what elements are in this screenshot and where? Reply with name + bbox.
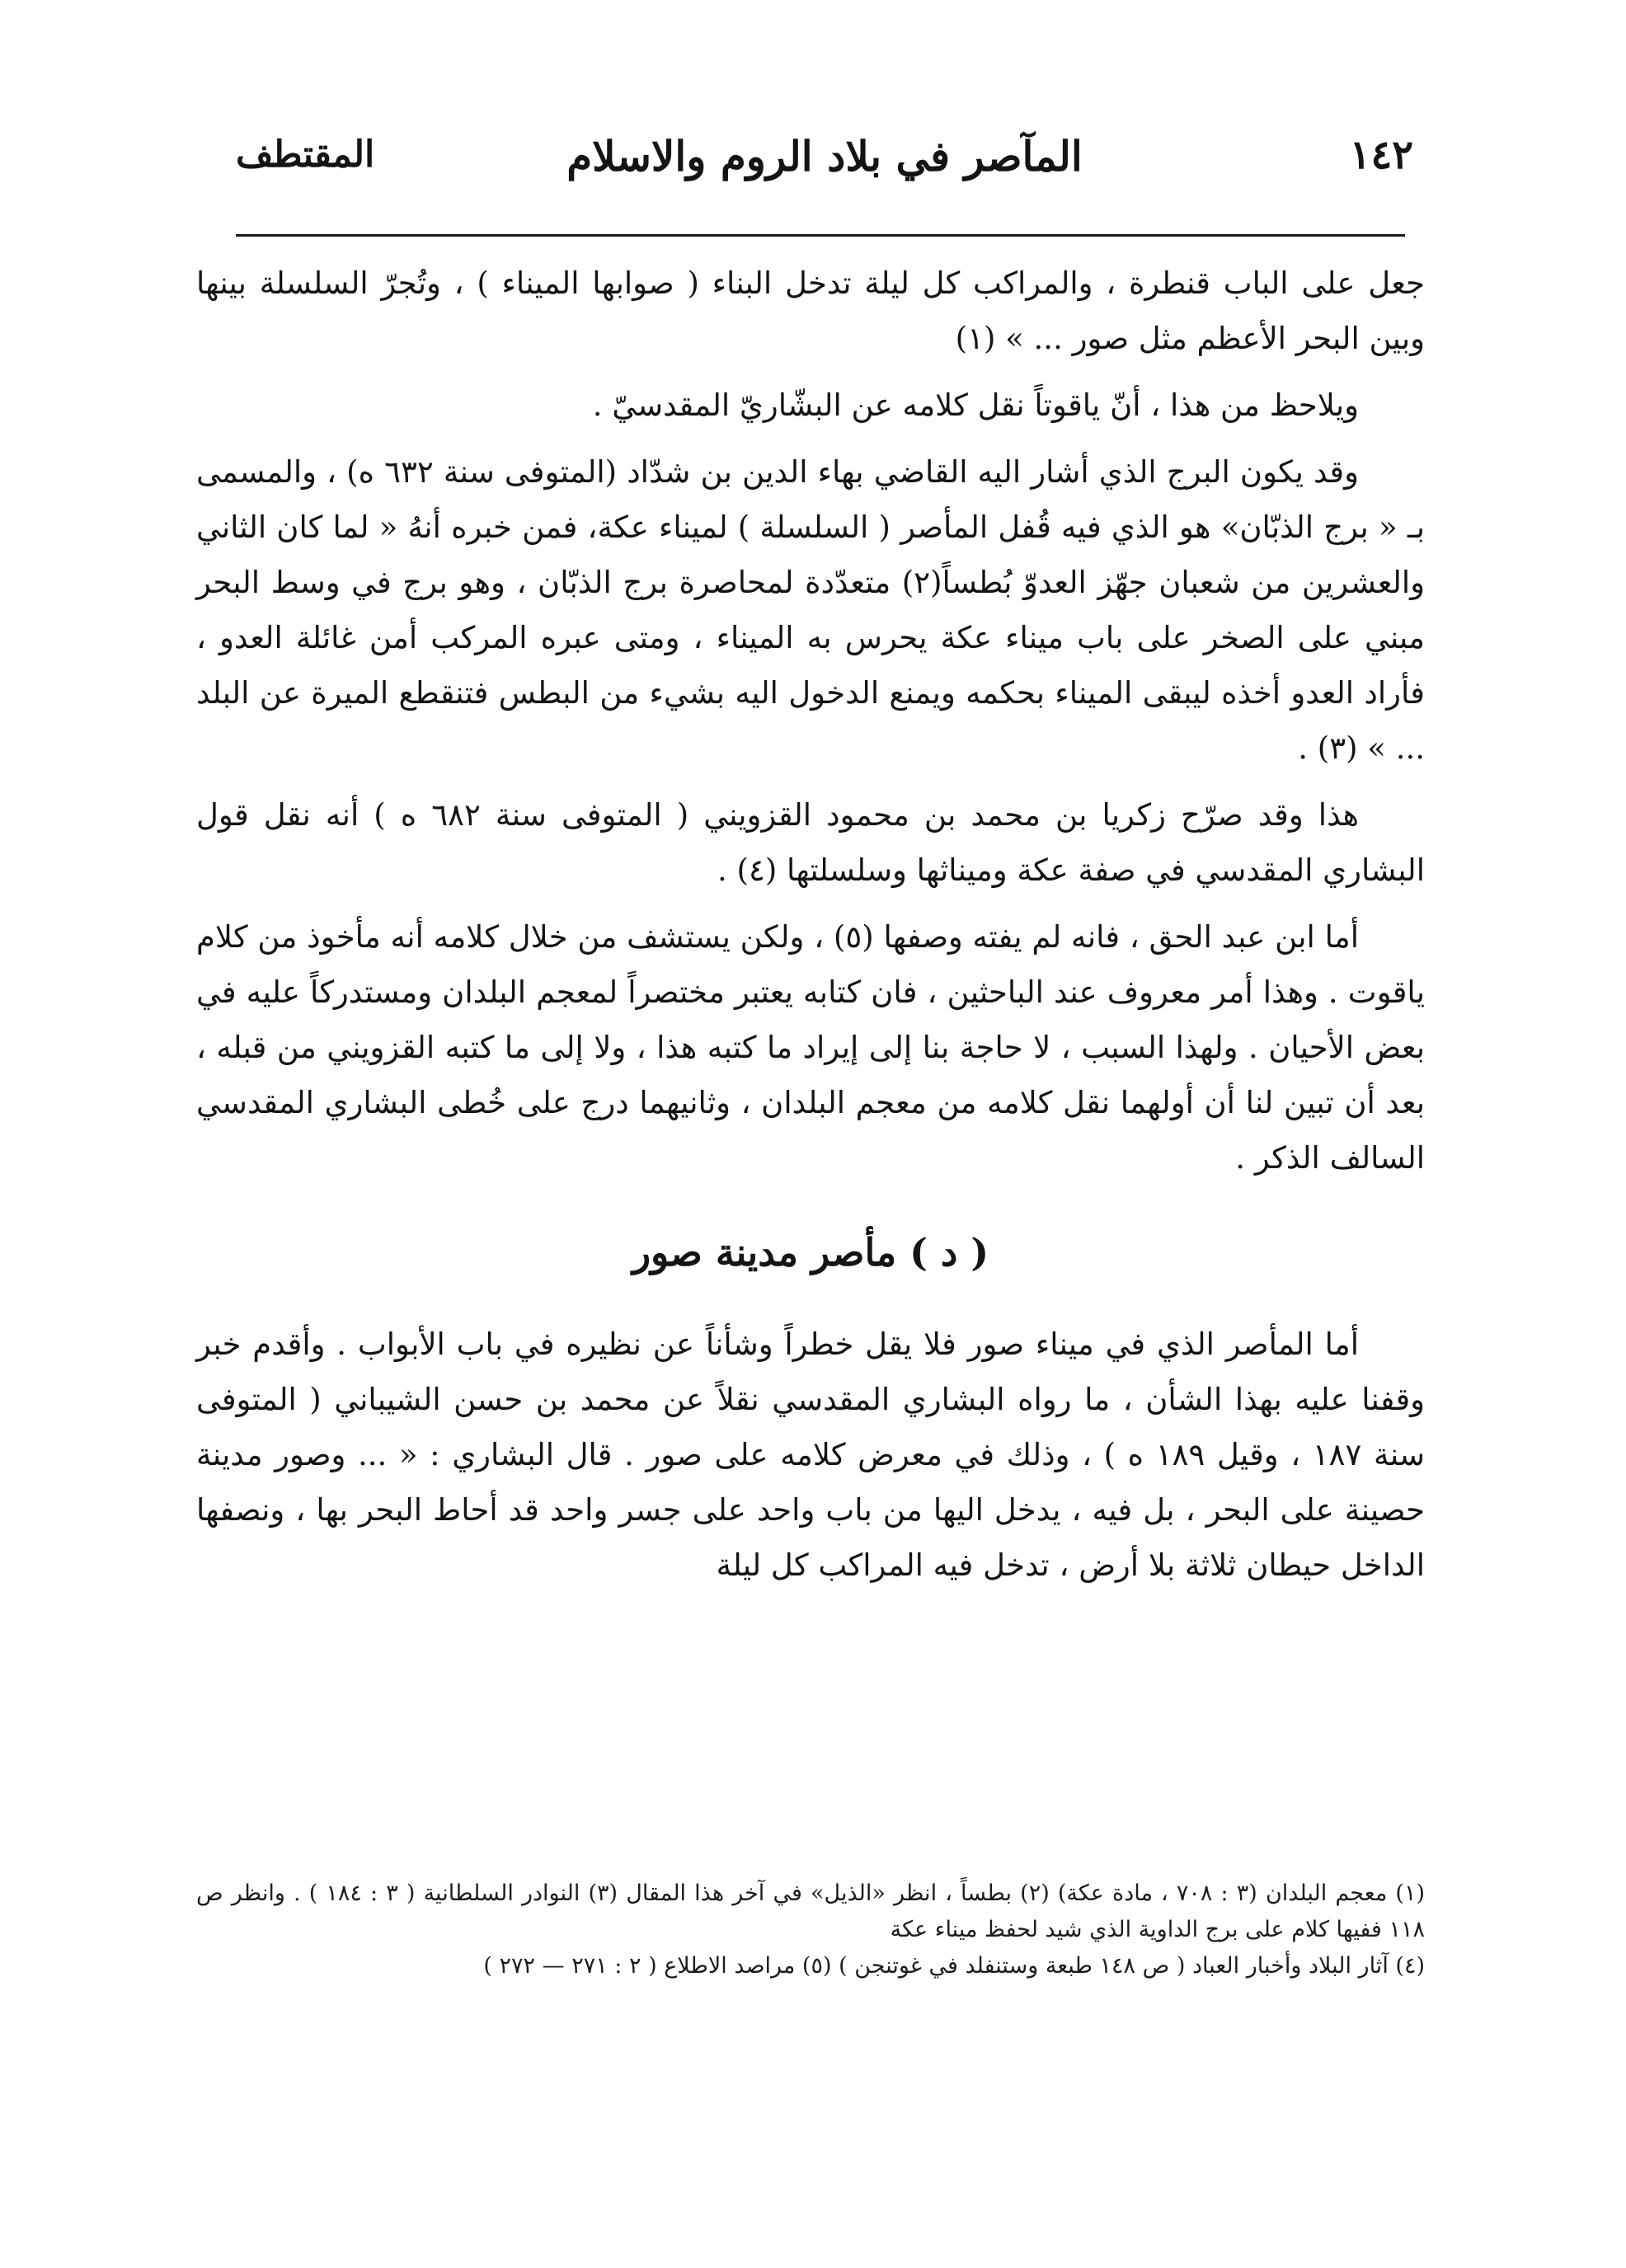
footnote-line: (٤) آثار البلاد وأخبار العباد ( ص ١٤٨ طبعة وستنفلد في غوتنجن ) (٥) مراصد الاطلاع ( ٢ : ٢٧١ — ٢٧٢ ) — [483, 1953, 1425, 1979]
running-header — [236, 132, 1413, 198]
header-rule — [236, 234, 1405, 237]
footnote-line: (١) معجم البلدان (٣ : ٧٠٨ ، مادة عكة) (٢) بطساً ، انظر «الذيل» في آخر هذا المقال (٣) النوادر السلطانية ( ٣ : ١٨٤ ) . وانظر ص ١١٨ ففيها كلام على برج الداوية الذي شيد لحفظ ميناء عكة — [196, 1881, 1426, 1942]
paragraph: أما المأصر الذي في ميناء صور فلا يقل خطراً وشأناً عن نظيره في باب الأبواب . وأقدم خبر وقفنا عليه بهذا الشأن ، ما رواه البشاري المقدسي نقلاً عن محمد بن حسن الشيباني ( المتوفى سنة ١٨٧ ، وقيل ١٨٩ ه ) ، وذلك في معرض كلامه على صور . قال البشاري : « ... وصور مدينة حصينة على البحر ، بل فيه ، يدخل اليها من باب واحد على جسر واحد قد أحاط البحر بها ، ونصفها الداخل حيطان ثلاثة بلا أرض ، تدخل فيه المراكب كل ليلة — [196, 1327, 1425, 1583]
section-heading: ( د ) مأصر مدينة صور — [632, 1230, 989, 1275]
paragraph: جعل على الباب قنطرة ، والمراكب كل ليلة تدخل البناء ( صوابها الميناء ) ، وتُجرّ السلسلة بينها وبين البحر الأعظم مثل صور ... » (١) — [196, 265, 1425, 356]
page-number: ١٤٢ — [1349, 132, 1413, 178]
paragraph: هذا وقد صرّح زكريا بن محمد بن محمود القزويني ( المتوفى سنة ٦٨٢ ه ) أنه نقل قول البشاري المقدسي في صفة عكة وميناثها وسلسلتها (٤) . — [196, 797, 1425, 888]
article-body — [196, 256, 1425, 1604]
journal-name: المقتطف — [236, 134, 375, 176]
footnotes — [196, 1876, 1425, 1984]
paragraph: ويلاحظ من هذا ، أنّ ياقوتاً نقل كلامه عن البشّاريّ المقدسيّ . — [592, 387, 1359, 423]
paragraph: أما ابن عبد الحق ، فانه لم يفته وصفها (٥) ، ولكن يستشف من خلال كلامه أنه مأخوذ من كلام ياقوت . وهذا أمر معروف عند الباحثين ، فان كتابه يعتبر مختصراً لمعجم البلدان ومستدركاً عليه في بعض الأحيان . ولهذا السبب ، لا حاجة بنا إلى إيراد ما كتبه هذا ، ولا إلى ما كتبه القزويني من قبله ، بعد أن تبين لنا أن أولهما نقل كلامه من معجم البلدان ، وثانيهما درج على خُطى البشاري المقدسي السالف الذكر . — [196, 919, 1425, 1176]
paragraph: وقد يكون البرج الذي أشار اليه القاضي بهاء الدين بن شدّاد (المتوفى سنة ٦٣٢ ه) ، والمسمى بـ « برج الذبّان» هو الذي فيه قُفل المأصر ( السلسلة ) لميناء عكة، فمن خبره أنهُ « لما كان الثاني والعشرين من شعبان جهّز العدوّ بُطساً(٢) متعدّدة لمحاصرة برج الذبّان ، وهو برج في وسط البحر مبني على الصخر على باب ميناء عكة يحرس به الميناء ، ومتى عبره المركب أمن غائلة العدو ، فأراد العدو أخذه ليبقى الميناء بحكمه ويمنع الدخول اليه بشيء من البطس فتنقطع الميرة عن البلد ... » (٣) . — [196, 454, 1425, 766]
article-title: المآصر في بلاد الروم والاسلام — [566, 132, 1083, 181]
